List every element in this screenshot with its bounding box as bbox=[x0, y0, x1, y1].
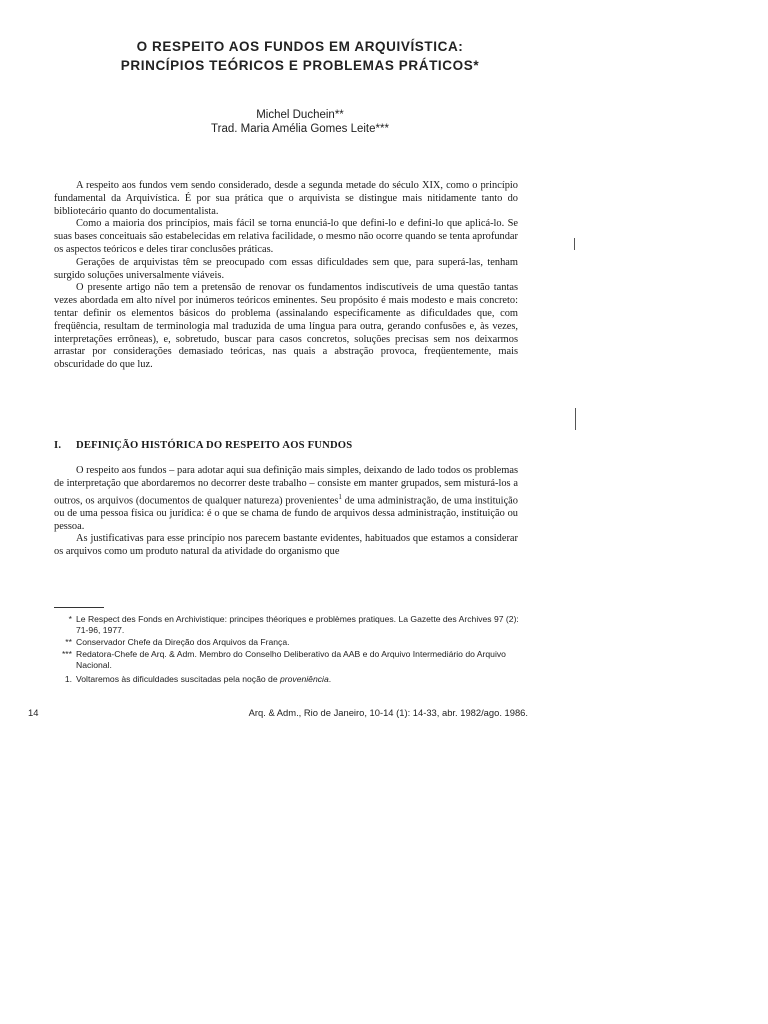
section-paragraph-text: O respeito aos fundos – para adotar aqui sua definição mais simples, deixando de lado todos os problemas de interpretação que abordaremos no decorrer deste trabalho – consiste em manter grupados, sem misturá-los a outros, os arquivos (documentos de qualquer natureza) provenientes bbox=[54, 465, 518, 507]
section-heading bbox=[54, 440, 518, 451]
margin-mark bbox=[574, 238, 575, 250]
footnote bbox=[54, 637, 524, 648]
intro-paragraph: O presente artigo não tem a pretensão de renovar os fundamentos indiscutíveis de uma questão tantas vezes abordada em alto nível por inúmeros teóricos eminentes. Seu propósito é mais modesto e mais concreto: tentar definir os elementos básicos do problema (assinalando especificamente as dificuldades que, com freqüência, resultam de terminologia mal traduzida de uma língua para outra, gerando confusões e, às vezes, interpretações errôneas), e, sobretudo, buscar para casos concretos, soluções precisas sem nos deixarmos arrastar por considerações demasiado teóricas, nas quais a abstração provoca, freqüentemente, mais obscuridade do que luz. bbox=[54, 282, 518, 371]
journal-reference: Arq. & Adm., Rio de Janeiro, 10-14 (1): 14-33, abr. 1982/ago. 1986. bbox=[248, 707, 528, 718]
section-number: I. bbox=[54, 440, 62, 451]
intro-text bbox=[54, 180, 518, 372]
footnote-divider bbox=[54, 607, 104, 608]
footnote bbox=[54, 614, 524, 636]
intro-paragraph: A respeito aos fundos vem sendo considerado, desde a segunda metade do século XIX, como o princípio fundamental da Arquivística. É por sua prática que o arquivista se distingue mais nitidamente tanto do bibliotecário quanto do documentalista. bbox=[54, 180, 518, 217]
footnote-mark: * bbox=[68, 614, 72, 624]
section-paragraph bbox=[54, 465, 518, 533]
article-title-line-2: PRINCÍPIOS TEÓRICOS E PROBLEMAS PRÁTICOS* bbox=[120, 58, 480, 73]
footnote-text-part: Voltaremos às dificuldades suscitadas pela noção de bbox=[76, 674, 280, 684]
footnote-reference: 1 bbox=[338, 492, 342, 501]
section-title: DEFINIÇÃO HISTÓRICA DO RESPEITO AOS FUNDOS bbox=[76, 440, 353, 451]
footnote-text bbox=[76, 674, 524, 685]
footnote bbox=[54, 649, 524, 671]
margin-mark bbox=[575, 408, 576, 430]
intro-paragraph: Gerações de arquivistas têm se preocupado com essas dificuldades sem que, para superá-las, tenham surgido soluções universalmente viáveis. bbox=[54, 256, 518, 281]
footnotes bbox=[54, 614, 524, 686]
footnote-mark: 1. bbox=[64, 674, 72, 684]
footnote-text: Redatora-Chefe de Arq. & Adm. Membro do Conselho Deliberativo da AAB e do Arquivo Intermediário do Arquivo Nacional. bbox=[76, 649, 506, 670]
footnote bbox=[54, 674, 524, 685]
footnote-italic-term: proveniência bbox=[280, 674, 329, 684]
footnote-text: Conservador Chefe da Direção dos Arquivos da França. bbox=[76, 637, 290, 647]
page-number: 14 bbox=[28, 707, 39, 718]
article-title-line-1: O RESPEITO AOS FUNDOS EM ARQUIVÍSTICA: bbox=[136, 39, 464, 54]
author-name: Michel Duchein** bbox=[256, 109, 344, 121]
footnote-text-part: . bbox=[328, 674, 332, 684]
section-paragraph: As justificativas para esse princípio nos parecem bastante evidentes, habituados que estamos a considerar os arquivos como um produto natural da atividade do organismo que bbox=[54, 533, 518, 558]
footnote-mark: *** bbox=[61, 649, 72, 659]
translator-name: Trad. Maria Amélia Gomes Leite*** bbox=[211, 123, 389, 135]
section-1-text bbox=[54, 465, 518, 559]
intro-paragraph: Como a maioria dos princípios, mais fácil se torna enunciá-lo que defini-lo e defini-lo que aplicá-lo. Se suas bases conceituais são estabelecidas em relativa facilidade, o mesmo não ocorre quando se tenta aprofundar os aspectos teóricos e deles tirar conclusões práticas. bbox=[54, 218, 518, 255]
section-paragraph-text: de uma administração, de uma instituição ou de uma pessoa física ou jurídica: é o que se chama de fundo de arquivos dessa administração, instituição ou pessoa. bbox=[54, 495, 518, 532]
footnote-text: Le Respect des Fonds en Archivistique: principes théoriques e problèmes pratiques. La Gazette des Archives 97 (2): 71-96, 1977. bbox=[76, 614, 519, 635]
footnote-mark: ** bbox=[65, 637, 72, 647]
